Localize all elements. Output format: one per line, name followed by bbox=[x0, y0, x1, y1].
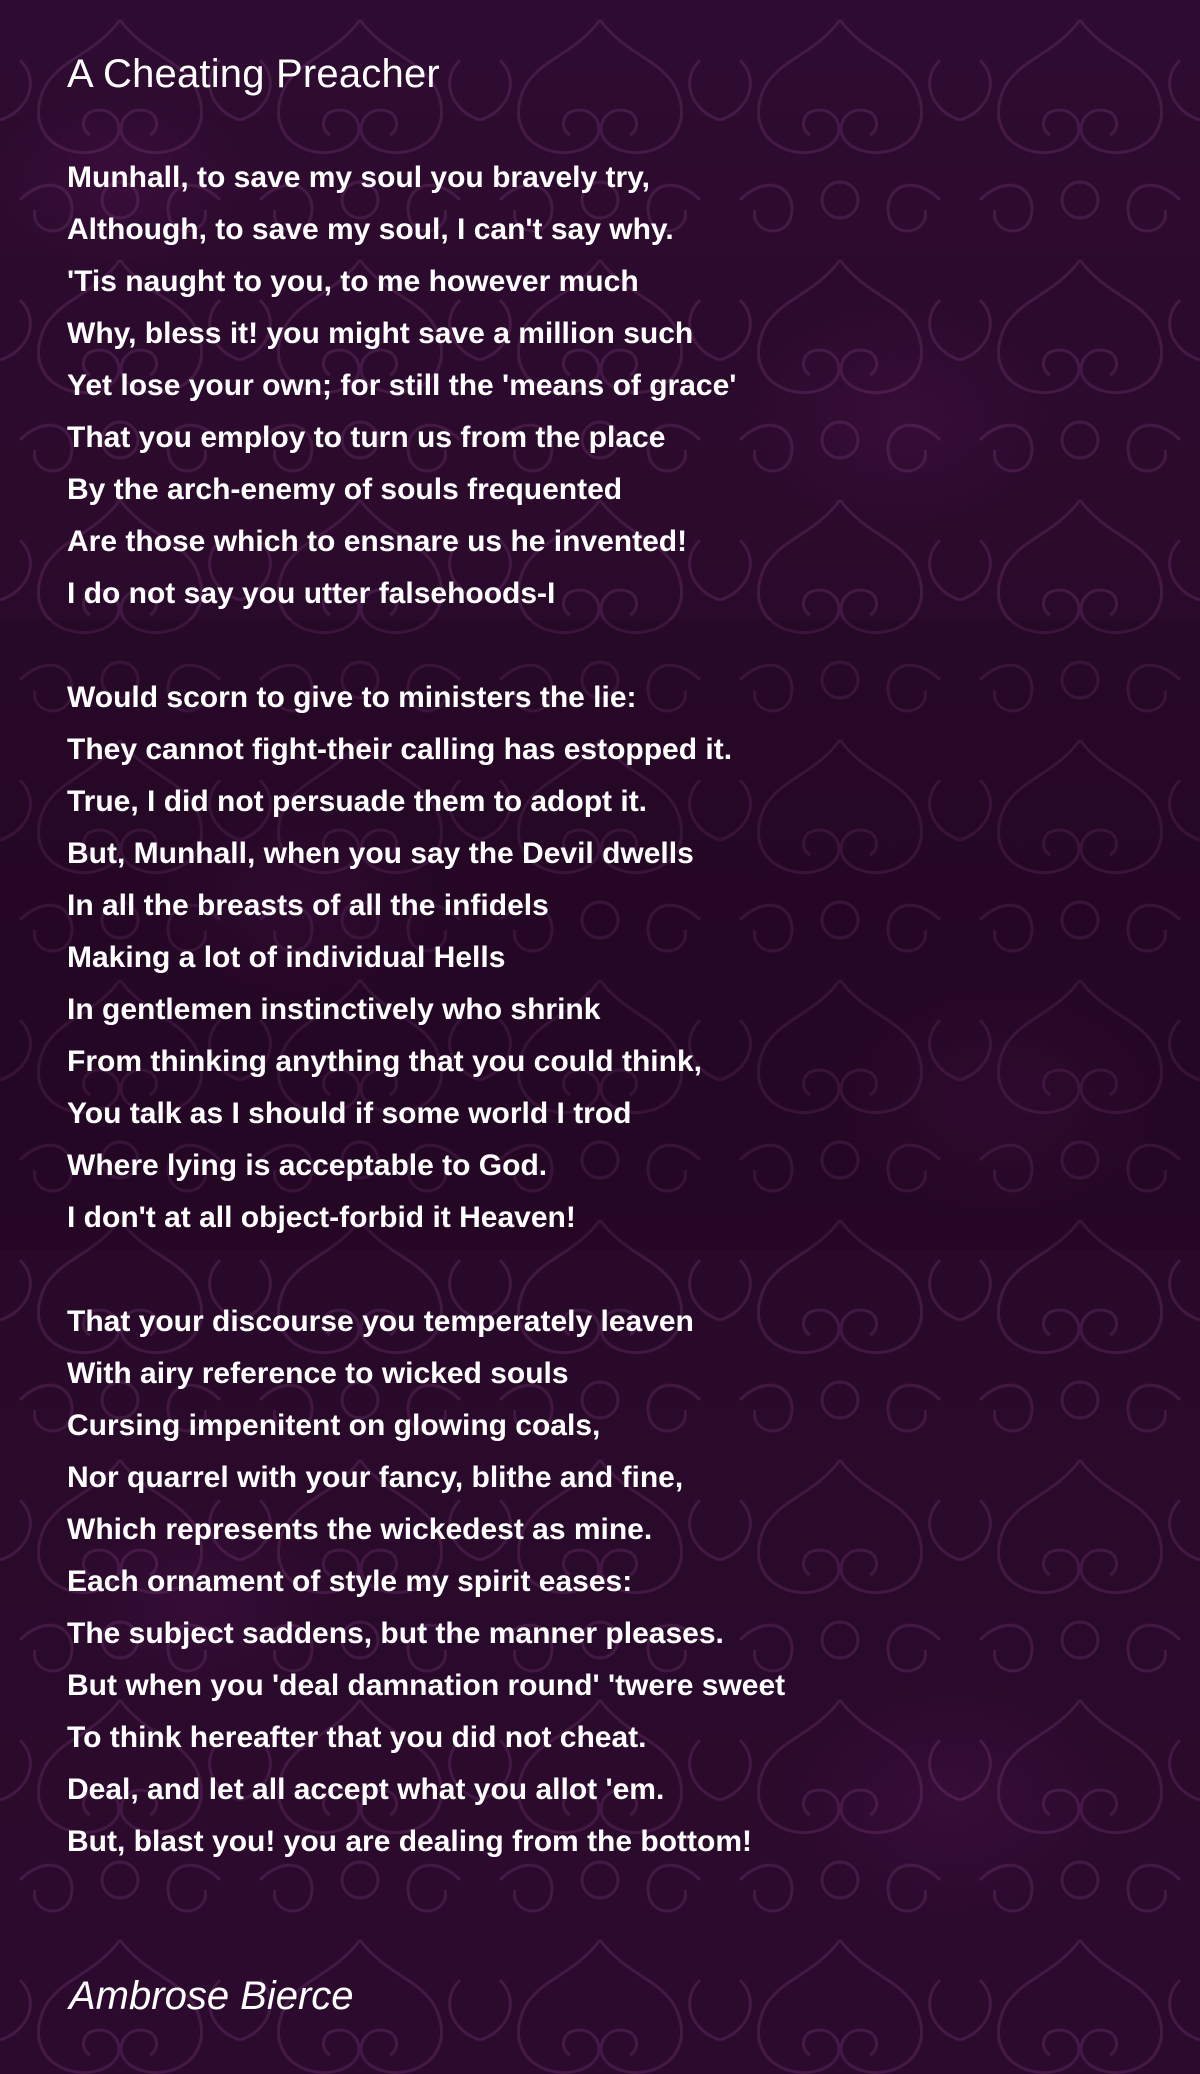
poem-line: In gentlemen instinctively who shrink bbox=[67, 993, 601, 1026]
poem-line: Making a lot of individual Hells bbox=[67, 941, 506, 974]
poem-line: The subject saddens, but the manner pleases. bbox=[67, 1617, 724, 1650]
poem-line: Munhall, to save my soul you bravely try, bbox=[67, 161, 650, 194]
poem-line: Where lying is acceptable to God. bbox=[67, 1149, 548, 1182]
poem-line: Although, to save my soul, I can't say why. bbox=[67, 213, 674, 246]
poem-line: Each ornament of style my spirit eases: bbox=[67, 1565, 633, 1598]
poem-line: I do not say you utter falsehoods-I bbox=[67, 577, 556, 610]
poem-line: Nor quarrel with your fancy, blithe and fine, bbox=[67, 1461, 684, 1494]
stanza-3 bbox=[67, 1296, 1147, 1868]
poem-title: A Cheating Preacher bbox=[67, 52, 440, 96]
poem-line: In all the breasts of all the infidels bbox=[67, 889, 549, 922]
poem-line: Would scorn to give to ministers the lie: bbox=[67, 681, 637, 714]
poem-author: Ambrose Bierce bbox=[69, 1974, 354, 2018]
poem-line: With airy reference to wicked souls bbox=[67, 1357, 569, 1390]
poem-line: From thinking anything that you could think, bbox=[67, 1045, 702, 1078]
poem-line: Deal, and let all accept what you allot 'em. bbox=[67, 1773, 665, 1806]
poem-line: But, Munhall, when you say the Devil dwells bbox=[67, 837, 694, 870]
poem-line: True, I did not persuade them to adopt it. bbox=[67, 785, 648, 818]
poem-line: But, blast you! you are dealing from the bottom! bbox=[67, 1825, 753, 1858]
poem-line: That your discourse you temperately leaven bbox=[67, 1305, 694, 1338]
poem-line: They cannot fight-their calling has estopped it. bbox=[67, 733, 733, 766]
stanza-2 bbox=[67, 672, 1147, 1244]
poem-line: Why, bless it! you might save a million such bbox=[67, 317, 694, 350]
stanza-1 bbox=[67, 152, 1147, 620]
poem-line: Cursing impenitent on glowing coals, bbox=[67, 1409, 601, 1442]
poem-line: Which represents the wickedest as mine. bbox=[67, 1513, 653, 1546]
poem-line: I don't at all object-forbid it Heaven! bbox=[67, 1201, 576, 1234]
poem-line: Yet lose your own; for still the 'means of grace' bbox=[67, 369, 737, 402]
poem-line: Are those which to ensnare us he invented! bbox=[67, 525, 688, 558]
poem-body bbox=[67, 152, 1147, 1920]
poem-line: To think hereafter that you did not cheat. bbox=[67, 1721, 647, 1754]
poem-line: 'Tis naught to you, to me however much bbox=[67, 265, 639, 298]
poem-line: You talk as I should if some world I trod bbox=[67, 1097, 632, 1130]
poem-line: But when you 'deal damnation round' 'twere sweet bbox=[67, 1669, 786, 1702]
poem-line: That you employ to turn us from the place bbox=[67, 421, 666, 454]
poem-line: By the arch-enemy of souls frequented bbox=[67, 473, 623, 506]
